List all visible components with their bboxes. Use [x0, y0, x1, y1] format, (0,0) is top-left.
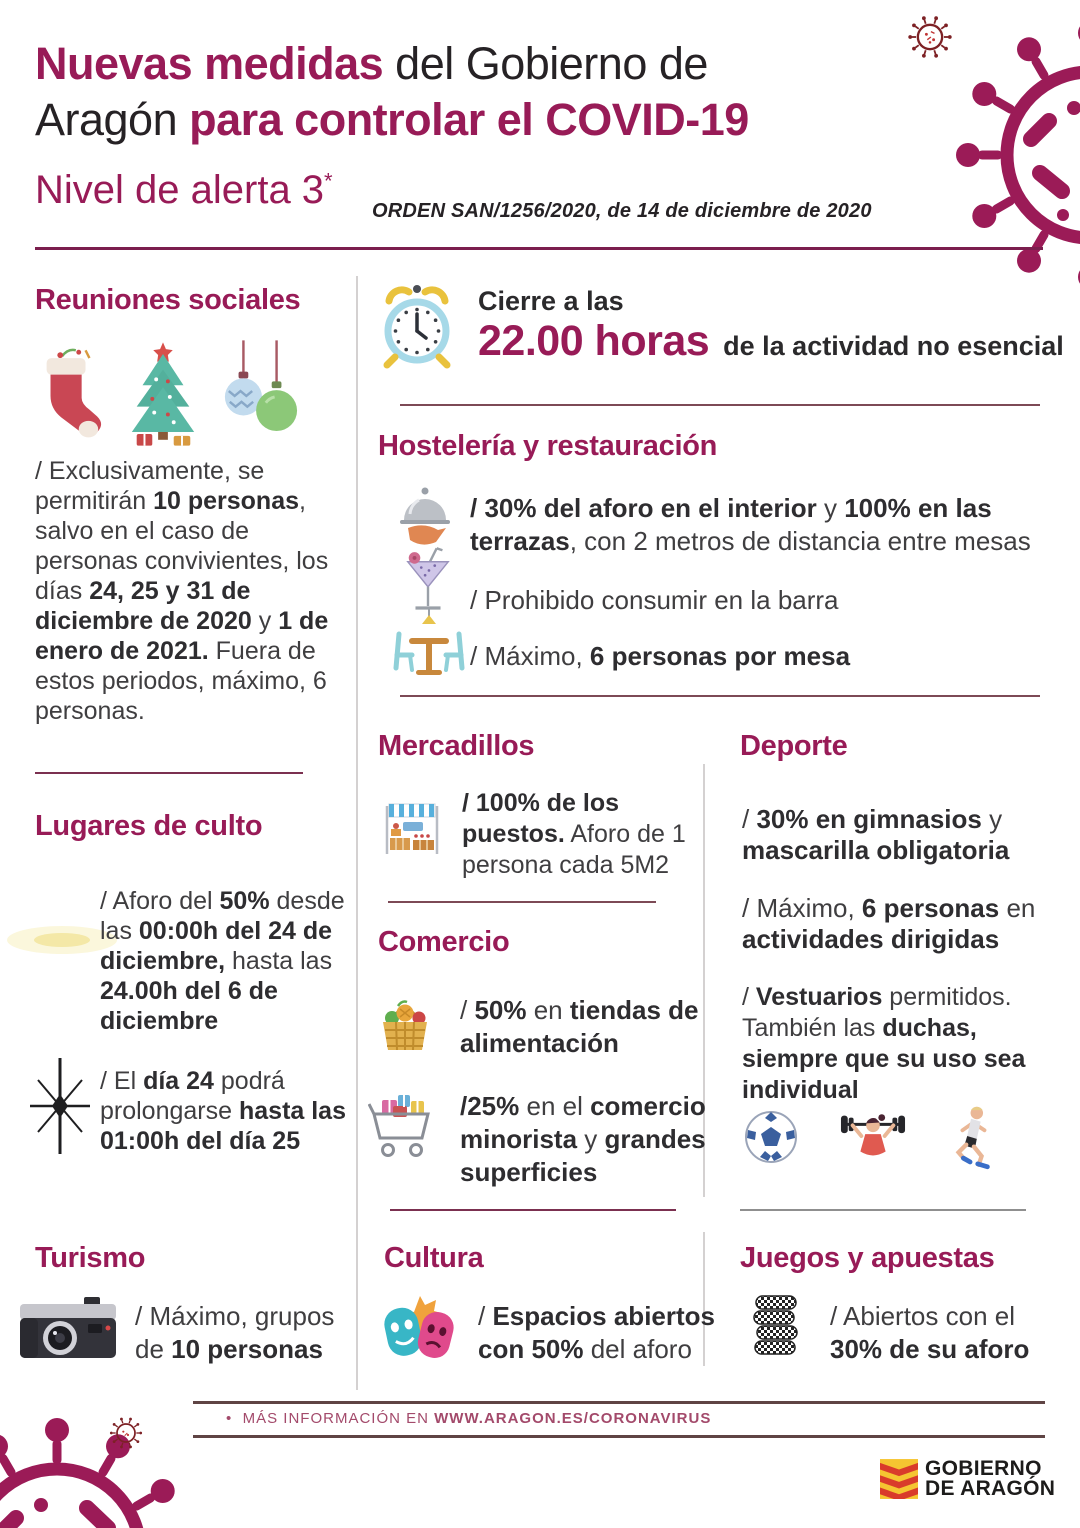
section-title-turismo: Turismo	[35, 1242, 146, 1274]
closure-time: 22.00 horas	[478, 317, 710, 365]
juegos-text: / Abiertos con el 30% de su aforo	[830, 1301, 1030, 1364]
comercio-item-2: /25% en el comercio minorista y grandes superficies	[460, 1091, 706, 1187]
cultura-text: / Espacios abiertos con 50% del aforo	[478, 1301, 715, 1364]
section-title-deporte: Deporte	[740, 730, 848, 762]
logo-line-2: DE ARAGÓN	[925, 1477, 1056, 1500]
hosteleria-item-3: / Máximo, 6 personas por mesa	[470, 641, 851, 671]
title-rest-1: del Gobierno de	[383, 38, 708, 89]
reuniones-text: / Exclusivamente, se permitirán 10 personas, salvo en el caso de personas convivientes, los días 24, 25 y 31 de diciembre de 2020 y 1 de enero de 2021. Fuera de estos periodos, máximo, 6 personas.	[35, 457, 329, 725]
sport-icons-row	[744, 1104, 1044, 1170]
deporte-item-1: / 30% en gimnasios y mascarilla obligatoria	[742, 804, 1010, 865]
title-accent-2: para controlar el COVID-19	[189, 94, 749, 145]
gobierno-de-aragon-logo	[880, 1459, 1055, 1499]
star-icon	[22, 1054, 98, 1158]
market-stall-icon	[383, 798, 441, 860]
theater-masks-icon	[378, 1292, 462, 1364]
christmas-ornaments-icon	[221, 340, 299, 448]
section-title-reuniones: Reuniones sociales	[35, 284, 301, 316]
closure-banner	[478, 286, 1064, 366]
lugares-item-2: / El día 24 podrá prolongarse hasta las 01:00h del día 25	[100, 1067, 346, 1155]
section-title-juegos: Juegos y apuestas	[740, 1242, 995, 1274]
christmas-stocking-icon	[33, 346, 105, 448]
poker-chips-icon	[752, 1294, 800, 1360]
section-divider	[740, 1209, 1026, 1211]
title-rest-2: Aragón	[35, 94, 190, 145]
vertical-divider	[356, 276, 358, 1390]
christmas-icons-row	[33, 334, 313, 448]
food-basket-icon	[378, 996, 432, 1054]
mercadillos-text: / 100% de los puestos. Aforo de 1 persona cada 5M2	[462, 789, 686, 879]
closure-lead: Cierre a las	[478, 286, 624, 316]
comercio-item-1: / 50% en tiendas de alimentación	[460, 995, 699, 1058]
deporte-item-3: / Vestuarios permitidos. También las duchas, siempre que su uso sea individual	[742, 983, 1026, 1104]
logo-text	[925, 1459, 1055, 1499]
virus-outline-icon	[106, 1413, 146, 1453]
section-title-lugares-de-culto: Lugares de culto	[35, 810, 263, 842]
deporte-item-2: / Máximo, 6 personas en actividades dirigidas	[742, 893, 1036, 954]
section-title-mercadillos: Mercadillos	[378, 730, 535, 762]
virus-icon	[0, 1412, 192, 1528]
turismo-text: / Máximo, grupos de 10 personas	[135, 1301, 335, 1364]
section-divider	[35, 772, 303, 774]
section-divider	[390, 1209, 676, 1211]
footer-divider	[193, 1401, 1045, 1404]
title-accent-1: Nuevas medidas	[35, 38, 384, 89]
footer-info	[226, 1410, 711, 1427]
section-title-cultura: Cultura	[384, 1242, 484, 1274]
footer-info-prefix: MÁS INFORMACIÓN EN	[242, 1410, 435, 1427]
header-divider	[35, 247, 1043, 250]
alarm-clock-icon	[377, 281, 457, 369]
virus-outline-icon	[903, 10, 957, 64]
shopping-cart-icon	[368, 1092, 438, 1162]
footer-bullet: •	[226, 1410, 233, 1427]
section-title-hosteleria: Hostelería y restauración	[378, 430, 718, 462]
alert-footnote: *	[324, 168, 333, 194]
weightlifter-icon	[840, 1108, 906, 1166]
soccer-ball-icon	[744, 1110, 798, 1164]
footer-divider	[193, 1435, 1045, 1438]
aragon-flag-icon	[880, 1459, 918, 1499]
hosteleria-item-1: / 30% del aforo en el interior y 100% en las terrazas, con 2 metros de distancia entre mesas	[470, 493, 1031, 556]
closure-scope: de la actividad no esencial	[723, 331, 1064, 361]
serving-cloche-icon	[396, 484, 454, 548]
section-divider	[400, 404, 1040, 406]
hosteleria-item-2: / Prohibido consumir en la barra	[470, 585, 839, 615]
footer-url: WWW.ARAGON.ES/CORONAVIRUS	[434, 1410, 712, 1427]
section-divider	[400, 695, 1040, 697]
section-title-comercio: Comercio	[378, 926, 510, 958]
logo-line-1: GOBIERNO	[925, 1457, 1042, 1480]
christmas-tree-icon	[125, 340, 201, 448]
alert-level	[35, 168, 333, 213]
virus-icon	[945, 15, 1080, 295]
lugares-item-1: / Aforo del 50% desde las 00:00h del 24 de diciembre, hasta las 24.00h del 6 de diciembre	[100, 887, 345, 1035]
alert-level-label: Nivel de alerta 3	[35, 168, 325, 212]
table-chairs-icon	[388, 608, 470, 688]
page-title	[35, 36, 875, 148]
section-divider	[388, 901, 656, 903]
order-reference: ORDEN SAN/1256/2020, de 14 de diciembre de 2020	[372, 200, 872, 222]
camera-icon	[18, 1294, 118, 1362]
runner-icon	[948, 1104, 996, 1170]
